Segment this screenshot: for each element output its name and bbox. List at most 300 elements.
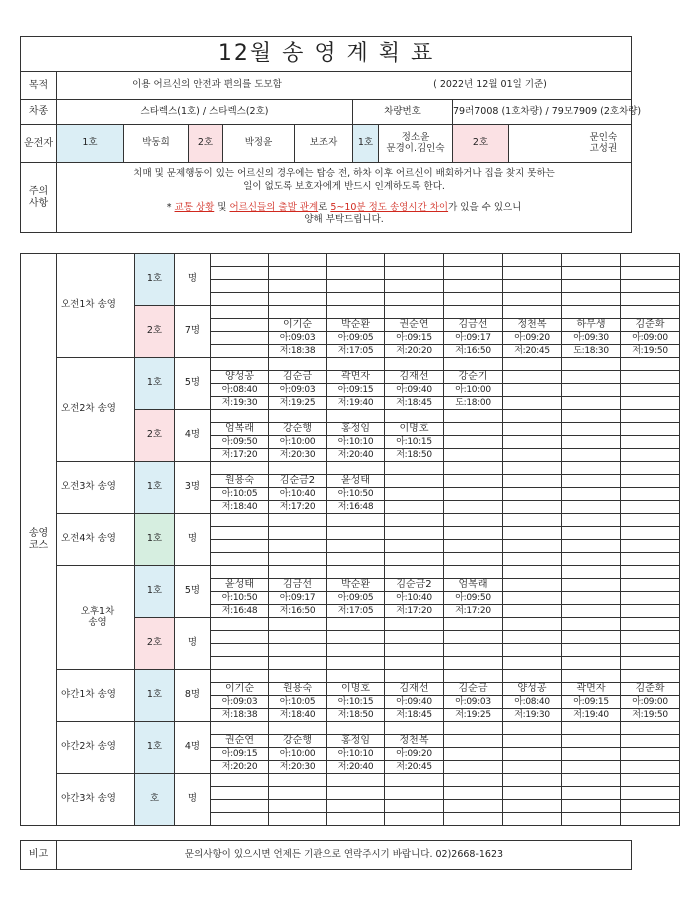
schedule-cell — [621, 527, 680, 540]
assistant2-a: 문인숙 — [589, 131, 618, 143]
group-name: 야간2차 송영 — [57, 722, 135, 774]
passenger-name: 홍정임 — [327, 423, 385, 436]
assistant2-b: 고성권 — [589, 142, 618, 154]
pickup-time: 아:10:40 — [269, 488, 327, 501]
schedule-cell — [562, 397, 621, 410]
car-number: 1호 — [135, 462, 175, 514]
schedule-cell — [211, 514, 269, 527]
schedule-cell — [269, 566, 327, 579]
schedule-cell — [211, 800, 269, 813]
schedule-cell — [562, 488, 621, 501]
schedule-cell — [562, 644, 621, 657]
purpose-label: 목적 — [21, 72, 57, 100]
dropoff-time: 저:18:45 — [385, 397, 444, 410]
schedule-cell — [327, 618, 385, 631]
schedule-cell — [385, 410, 444, 423]
dropoff-time: 저:17:20 — [385, 605, 444, 618]
schedule-cell — [269, 254, 327, 267]
schedule-cell — [444, 540, 503, 553]
schedule-cell — [211, 462, 269, 475]
schedule-cell — [269, 540, 327, 553]
schedule-cell — [444, 254, 503, 267]
course-label — [21, 254, 57, 826]
passenger-name: 박순환 — [327, 319, 385, 332]
schedule-cell — [621, 579, 680, 592]
schedule-cell — [621, 410, 680, 423]
pickup-time: 아:09:03 — [444, 696, 503, 709]
assistant-label: 보조자 — [295, 125, 353, 163]
passenger-name: 김금선 — [444, 319, 503, 332]
schedule-cell — [562, 462, 621, 475]
schedule-cell — [211, 553, 269, 566]
schedule-cell — [503, 410, 562, 423]
schedule-cell — [503, 514, 562, 527]
schedule-cell — [327, 306, 385, 319]
pickup-time: 아:10:40 — [385, 592, 444, 605]
schedule-cell — [621, 631, 680, 644]
passenger-name: 이명호 — [327, 683, 385, 696]
schedule-cell — [562, 579, 621, 592]
remarks-label: 비고 — [21, 841, 57, 870]
schedule-cell — [503, 657, 562, 670]
schedule-cell — [503, 761, 562, 774]
schedule-cell — [503, 254, 562, 267]
schedule-cell — [327, 774, 385, 787]
assistant1-b: 문경이.김인숙 — [386, 142, 445, 154]
schedule-cell — [327, 631, 385, 644]
schedule-cell — [444, 423, 503, 436]
notes-content — [57, 163, 632, 233]
schedule-cell — [269, 787, 327, 800]
schedule-cell — [444, 657, 503, 670]
schedule-cell — [503, 553, 562, 566]
schedule-cell — [562, 748, 621, 761]
schedule-cell — [503, 540, 562, 553]
pickup-time: 아:09:15 — [327, 384, 385, 397]
schedule-cell — [503, 397, 562, 410]
pickup-time: 아:09:30 — [562, 332, 621, 345]
schedule-cell — [503, 735, 562, 748]
schedule-cell — [385, 475, 444, 488]
schedule-cell — [503, 449, 562, 462]
group-name: 오전2차 송영 — [57, 358, 135, 462]
schedule-cell — [621, 553, 680, 566]
schedule-cell — [269, 657, 327, 670]
schedule-cell — [503, 605, 562, 618]
passenger-name: 양성공 — [211, 371, 269, 384]
dropoff-time: 저:18:40 — [211, 501, 269, 514]
schedule-cell — [444, 813, 503, 826]
schedule-cell — [385, 618, 444, 631]
remarks-text: 문의사항이 있으시면 언제든 기관으로 연락주시기 바랍니다. 02)2668-1623 — [57, 841, 632, 870]
schedule-cell — [503, 787, 562, 800]
schedule-cell — [211, 644, 269, 657]
schedule-cell — [503, 644, 562, 657]
schedule-cell — [621, 267, 680, 280]
car-number: 호 — [135, 774, 175, 826]
schedule-cell — [503, 371, 562, 384]
schedule-cell — [444, 293, 503, 306]
passenger-name: 엄복래 — [444, 579, 503, 592]
schedule-cell — [327, 722, 385, 735]
schedule-cell — [621, 254, 680, 267]
schedule-cell — [621, 436, 680, 449]
schedule-cell — [269, 527, 327, 540]
schedule-cell — [385, 553, 444, 566]
vehicle-label: 차종 — [21, 100, 57, 125]
car-number: 1호 — [135, 722, 175, 774]
car-number: 1호 — [135, 358, 175, 410]
dropoff-time: 저:19:30 — [503, 709, 562, 722]
schedule-cell — [327, 813, 385, 826]
group-name: 오전1차 송영 — [57, 254, 135, 358]
notes-line4: 양해 부탁드립니다. — [304, 214, 384, 226]
pickup-time: 아:09:03 — [211, 696, 269, 709]
schedule-cell — [562, 449, 621, 462]
schedule-cell — [621, 774, 680, 787]
assistant2-names — [509, 125, 632, 163]
dropoff-time: 저:19:50 — [621, 709, 680, 722]
schedule-cell — [211, 319, 269, 332]
passenger-name: 홍정임 — [327, 735, 385, 748]
schedule-cell — [211, 410, 269, 423]
schedule-cell — [503, 566, 562, 579]
schedule-cell — [562, 475, 621, 488]
pickup-time: 아:09:50 — [444, 592, 503, 605]
passenger-name: 김재선 — [385, 683, 444, 696]
schedule-cell — [269, 410, 327, 423]
assistant1-a: 정소윤 — [401, 131, 430, 143]
schedule-cell — [211, 332, 269, 345]
passenger-count: 3명 — [175, 462, 211, 514]
dropoff-time: 저:16:50 — [444, 345, 503, 358]
schedule-cell — [562, 787, 621, 800]
passenger-name: 김순금 — [444, 683, 503, 696]
schedule-cell — [562, 293, 621, 306]
car-number: 2호 — [135, 618, 175, 670]
schedule-cell — [562, 423, 621, 436]
schedule-cell — [503, 631, 562, 644]
pickup-time: 아:10:00 — [269, 748, 327, 761]
schedule-cell — [562, 800, 621, 813]
pickup-time: 아:09:15 — [211, 748, 269, 761]
schedule-cell — [621, 423, 680, 436]
dropoff-time: 저:16:48 — [211, 605, 269, 618]
schedule-cell — [211, 293, 269, 306]
schedule-cell — [503, 527, 562, 540]
schedule-cell — [621, 501, 680, 514]
schedule-cell — [444, 761, 503, 774]
schedule-cell — [562, 735, 621, 748]
pickup-time: 아:09:17 — [269, 592, 327, 605]
dropoff-time: 저:17:20 — [211, 449, 269, 462]
passenger-name: 윤성태 — [211, 579, 269, 592]
passenger-name: 박순환 — [327, 579, 385, 592]
schedule-cell — [562, 306, 621, 319]
driver1-name: 박동희 — [124, 125, 189, 163]
schedule-cell — [503, 306, 562, 319]
pickup-time: 아:10:10 — [327, 748, 385, 761]
schedule-cell — [562, 774, 621, 787]
page-title: 12월 송 영 계 획 표 — [21, 37, 632, 72]
schedule-cell — [385, 358, 444, 371]
dropoff-time: 저:20:30 — [269, 449, 327, 462]
schedule-cell — [444, 618, 503, 631]
passenger-count: 8명 — [175, 670, 211, 722]
schedule-cell — [444, 774, 503, 787]
passenger-count: 명 — [175, 774, 211, 826]
dropoff-time: 저:16:48 — [327, 501, 385, 514]
passenger-name: 곽면자 — [562, 683, 621, 696]
schedule-cell — [444, 722, 503, 735]
purpose-row — [57, 72, 632, 100]
schedule-cell — [269, 774, 327, 787]
course-label-text: 송영코스 — [28, 528, 49, 551]
remarks-table — [20, 840, 632, 870]
pickup-time: 아:08:40 — [211, 384, 269, 397]
passenger-count: 5명 — [175, 566, 211, 618]
schedule-cell — [621, 488, 680, 501]
schedule-cell — [327, 358, 385, 371]
schedule-cell — [385, 293, 444, 306]
schedule-cell — [211, 345, 269, 358]
pickup-time: 아:09:00 — [621, 696, 680, 709]
schedule-cell — [562, 501, 621, 514]
schedule-cell — [269, 267, 327, 280]
passenger-name: 원용숙 — [269, 683, 327, 696]
pickup-time: 아:09:40 — [385, 696, 444, 709]
dropoff-time: 저:20:45 — [385, 761, 444, 774]
schedule-cell — [269, 462, 327, 475]
dropoff-time: 저:18:50 — [385, 449, 444, 462]
schedule-cell — [327, 657, 385, 670]
pickup-time: 아:09:20 — [385, 748, 444, 761]
car-number: 2호 — [135, 410, 175, 462]
schedule-cell — [385, 462, 444, 475]
schedule-cell — [621, 748, 680, 761]
schedule-cell — [562, 553, 621, 566]
schedule-cell — [621, 657, 680, 670]
dropoff-time: 저:17:05 — [327, 345, 385, 358]
schedule-cell — [269, 514, 327, 527]
passenger-count: 5명 — [175, 358, 211, 410]
schedule-cell — [621, 722, 680, 735]
schedule-cell — [327, 280, 385, 293]
schedule-cell — [562, 358, 621, 371]
pickup-time: 아:10:50 — [211, 592, 269, 605]
pickup-time: 아:09:20 — [503, 332, 562, 345]
group-name: 오전4차 송영 — [57, 514, 135, 566]
schedule-cell — [269, 553, 327, 566]
schedule-cell — [621, 618, 680, 631]
schedule-cell — [444, 800, 503, 813]
pickup-time: 아:10:00 — [269, 436, 327, 449]
group-name: 야간3차 송영 — [57, 774, 135, 826]
passenger-count: 명 — [175, 618, 211, 670]
schedule-cell — [327, 293, 385, 306]
schedule-cell — [327, 540, 385, 553]
passenger-name: 이기순 — [211, 683, 269, 696]
vehicle-types: 스타렉스(1호) / 스타렉스(2호) — [57, 100, 353, 125]
schedule-cell — [621, 540, 680, 553]
schedule-cell — [211, 540, 269, 553]
schedule-cell — [385, 488, 444, 501]
pickup-time: 아:09:40 — [385, 384, 444, 397]
notes-line2: 일이 없도록 보호자에게 반드시 인계하도록 한다. — [243, 180, 445, 192]
schedule-cell — [621, 280, 680, 293]
schedule-cell — [269, 644, 327, 657]
schedule-cell — [562, 670, 621, 683]
schedule-cell — [385, 267, 444, 280]
dropoff-time: 저:19:30 — [211, 397, 269, 410]
schedule-cell — [444, 787, 503, 800]
schedule-cell — [444, 358, 503, 371]
schedule-cell — [327, 670, 385, 683]
passenger-name: 김준화 — [621, 319, 680, 332]
dropoff-time: 저:17:20 — [444, 605, 503, 618]
driver-label: 운전자 — [21, 125, 57, 163]
car-number: 1호 — [135, 566, 175, 618]
passenger-name: 김재선 — [385, 371, 444, 384]
schedule-cell — [621, 566, 680, 579]
schedule-cell — [562, 371, 621, 384]
schedule-cell — [562, 722, 621, 735]
pickup-time: 아:10:00 — [444, 384, 503, 397]
schedule-cell — [444, 566, 503, 579]
assistant1-names — [379, 125, 453, 163]
notes-label: 주의사항 — [21, 163, 57, 233]
schedule-cell — [562, 566, 621, 579]
schedule-cell — [444, 449, 503, 462]
schedule-cell — [269, 800, 327, 813]
schedule-cell — [503, 436, 562, 449]
schedule-cell — [562, 761, 621, 774]
passenger-name: 김순금2 — [269, 475, 327, 488]
passenger-name: 정천복 — [385, 735, 444, 748]
schedule-cell — [562, 592, 621, 605]
schedule-cell — [444, 644, 503, 657]
dropoff-time: 저:20:40 — [327, 449, 385, 462]
schedule-cell — [562, 267, 621, 280]
schedule-cell — [503, 462, 562, 475]
schedule-cell — [621, 384, 680, 397]
schedule-cell — [503, 579, 562, 592]
schedule-cell — [621, 670, 680, 683]
schedule-cell — [444, 488, 503, 501]
schedule-cell — [562, 436, 621, 449]
schedule-cell — [327, 787, 385, 800]
dropoff-time: 저:19:25 — [269, 397, 327, 410]
passenger-name: 정천복 — [503, 319, 562, 332]
group-name: 오후1차 송영 — [57, 566, 135, 670]
schedule-cell — [503, 722, 562, 735]
car-number: 1호 — [135, 254, 175, 306]
schedule-cell — [211, 280, 269, 293]
schedule-cell — [211, 813, 269, 826]
schedule-cell — [385, 800, 444, 813]
group-name: 야간1차 송영 — [57, 670, 135, 722]
schedule-cell — [503, 267, 562, 280]
passenger-name: 김금선 — [269, 579, 327, 592]
dropoff-time: 저:18:50 — [327, 709, 385, 722]
schedule-cell — [503, 384, 562, 397]
notes-line1: 치매 및 문제행동이 있는 어르신의 경우에는 탑승 전, 하차 이후 어르신이 배회하거나 집을 찾지 못하는 — [133, 167, 555, 179]
passenger-name: 양성공 — [503, 683, 562, 696]
purpose-date: ( 2022년 12월 01일 기준) — [433, 79, 547, 91]
schedule-cell — [444, 527, 503, 540]
dropoff-time: 저:20:30 — [269, 761, 327, 774]
pickup-time: 아:09:05 — [327, 592, 385, 605]
pickup-time: 아:10:15 — [327, 696, 385, 709]
schedule-cell — [444, 670, 503, 683]
schedule-cell — [385, 774, 444, 787]
schedule-cell — [503, 800, 562, 813]
schedule-cell — [327, 254, 385, 267]
schedule-cell — [621, 514, 680, 527]
schedule-cell — [562, 280, 621, 293]
schedule-cell — [327, 462, 385, 475]
dropoff-time: 저:19:40 — [562, 709, 621, 722]
passenger-name: 김순금 — [269, 371, 327, 384]
vehicle-numbers: 79러7008 (1호차량) / 79모7909 (2호차량) — [453, 100, 632, 125]
schedule-cell — [327, 267, 385, 280]
schedule-cell — [562, 527, 621, 540]
assistant-car1: 1호 — [353, 125, 379, 163]
pickup-time: 아:09:00 — [621, 332, 680, 345]
schedule-cell — [385, 280, 444, 293]
schedule-cell — [621, 813, 680, 826]
schedule-cell — [444, 553, 503, 566]
schedule-cell — [385, 722, 444, 735]
schedule-cell — [211, 306, 269, 319]
schedule-cell — [503, 501, 562, 514]
schedule-cell — [385, 787, 444, 800]
schedule-cell — [211, 566, 269, 579]
pickup-time: 아:09:15 — [562, 696, 621, 709]
schedule-cell — [327, 644, 385, 657]
pickup-time: 아:09:15 — [385, 332, 444, 345]
schedule-cell — [503, 423, 562, 436]
dropoff-time: 저:19:50 — [621, 345, 680, 358]
passenger-name: 권순연 — [211, 735, 269, 748]
schedule-cell — [327, 514, 385, 527]
schedule-cell — [327, 527, 385, 540]
schedule-cell — [211, 774, 269, 787]
schedule-cell — [211, 527, 269, 540]
purpose-text: 이용 어르신의 안전과 편의를 도모함 — [132, 79, 282, 91]
schedule-cell — [503, 774, 562, 787]
schedule-cell — [385, 540, 444, 553]
schedule-cell — [269, 722, 327, 735]
passenger-name: 하무생 — [562, 319, 621, 332]
schedule-cell — [211, 267, 269, 280]
schedule-cell — [269, 280, 327, 293]
schedule-cell — [444, 280, 503, 293]
dropoff-time: 저:20:20 — [385, 345, 444, 358]
dropoff-time: 저:17:20 — [269, 501, 327, 514]
schedule-cell — [385, 670, 444, 683]
driver-car2: 2호 — [189, 125, 223, 163]
schedule-cell — [444, 267, 503, 280]
schedule-cell — [621, 605, 680, 618]
schedule-cell — [211, 787, 269, 800]
pickup-time: 아:10:05 — [269, 696, 327, 709]
schedule-cell — [327, 566, 385, 579]
dropoff-time: 저:18:38 — [211, 709, 269, 722]
dropoff-time: 저:18:40 — [269, 709, 327, 722]
schedule-cell — [385, 566, 444, 579]
passenger-count: 명 — [175, 254, 211, 306]
